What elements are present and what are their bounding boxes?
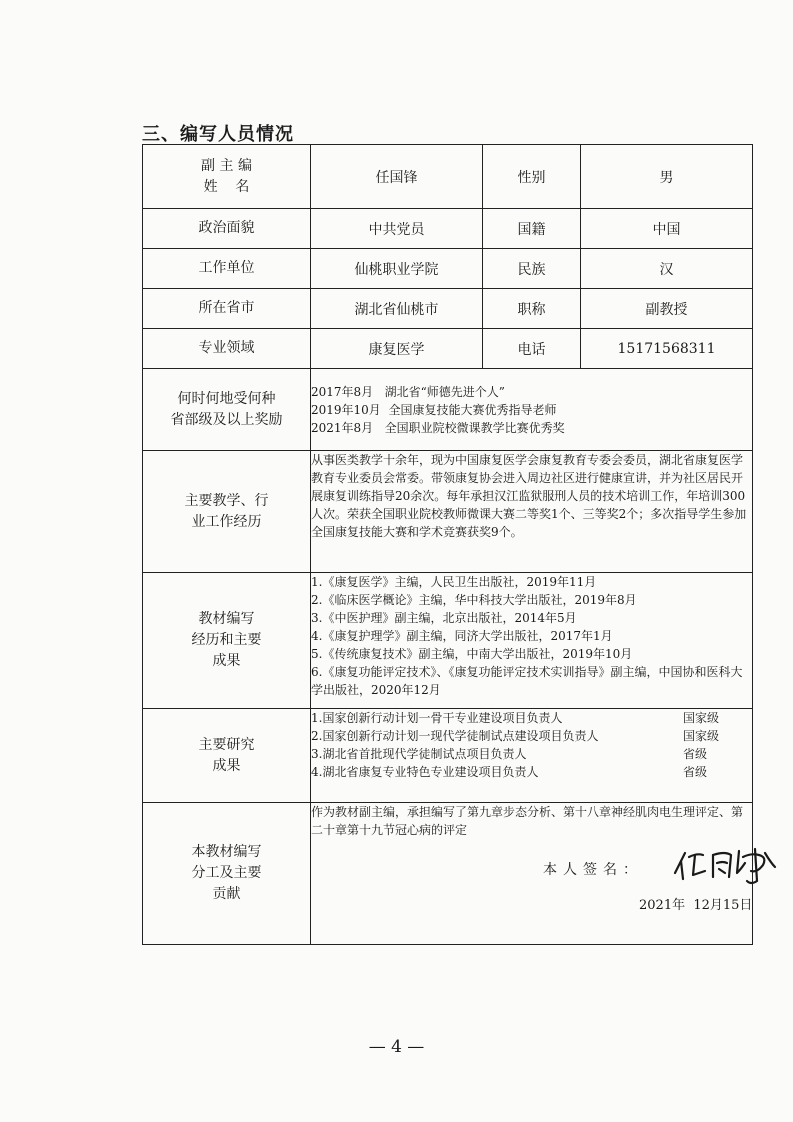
political-status-label: 政治面貌 [143,209,311,249]
awards-cell [311,369,753,451]
table-row [143,369,753,451]
contribution-label-line2: 分工及主要 [191,865,262,881]
gender-value: 男 [581,145,753,209]
contribution-text: 作为教材副主编，承担编写了第九章步态分析、第十八章神经肌肉电生理评定、第二十章第十九节冠心病的评定 [311,805,744,837]
gender-label: 性别 [483,145,581,209]
awards-label-line2: 省部级及以上奖励 [170,411,283,428]
table-row [143,249,753,289]
page-number: — 4 — [368,1037,425,1057]
experience-label-line1: 主要教学、行 [184,492,269,509]
province-value: 湖北省仙桃市 [311,289,483,329]
textbooks-label-cell [143,573,311,709]
phone-value: 15171568311 [581,329,753,369]
research-item-grade: 国家级 [683,729,720,743]
table-row [143,289,753,329]
research-item-text: 3.湖北省首批现代学徒制试点项目负责人 [311,747,527,761]
signature-label: 本人签名： [543,862,643,878]
contribution-label-cell [143,803,311,945]
signature-date: 2021年 12月15日 [639,898,753,913]
workplace-label: 工作单位 [143,249,311,289]
table-row [143,451,753,573]
table-row [143,573,753,709]
research-item-text: 2.国家创新行动计划一现代学徒制试点建设项目负责人 [311,729,599,743]
research-label-line2: 成果 [212,757,241,774]
handwritten-signature [671,843,781,887]
award-item: 2021年8月 全国职业院校微课教学比赛优秀奖 [311,420,565,435]
textbook-item: 2.《临床医学概论》主编，华中科技大学出版社，2019年8月 [311,593,637,607]
name-label-line2: 姓 名 [203,178,250,195]
research-item [311,763,752,781]
section-title: 三、编写人员情况 [142,124,294,145]
table-row [143,709,753,803]
research-item-grade: 省级 [683,747,708,761]
political-status-value: 中共党员 [311,209,483,249]
name-value: 任国锋 [311,145,483,209]
textbook-item: 3.《中医护理》副主编，北京出版社，2014年5月 [311,611,577,625]
experience-cell [311,451,753,573]
title-label: 职称 [483,289,581,329]
field-label: 专业领域 [143,329,311,369]
awards-label-line1: 何时何地受何种 [177,390,276,407]
research-item-text: 4.湖北省康复专业特色专业建设项目负责人 [311,765,539,779]
field-value: 康复医学 [311,329,483,369]
textbook-item: 5.《传统康复技术》副主编，中南大学出版社，2019年10月 [311,647,633,661]
nationality-value: 中国 [581,209,753,249]
experience-label-line2: 业工作经历 [191,513,262,530]
textbook-item: 4.《康复护理学》副主编，同济大学出版社，2017年1月 [311,629,613,643]
research-label-line1: 主要研究 [198,736,255,753]
name-label-line1: 副 主 编 [201,157,252,174]
table-row [143,145,753,209]
research-label-cell [143,709,311,803]
experience-label-cell [143,451,311,573]
award-item: 2019年10月 全国康复技能大赛优秀指导老师 [311,402,557,417]
table-row [143,329,753,369]
contribution-cell [311,803,753,945]
textbook-item: 1.《康复医学》主编，人民卫生出版社，2019年11月 [311,575,597,589]
research-item-grade: 国家级 [683,711,720,725]
research-cell [311,709,753,803]
ethnicity-value: 汉 [581,249,753,289]
awards-label-cell [143,369,311,451]
contribution-label-line1: 本教材编写 [191,844,262,860]
research-item [311,727,752,745]
research-item-grade: 省级 [683,765,708,779]
name-label-cell [143,145,311,209]
research-item-text: 1.国家创新行动计划一骨干专业建设项目负责人 [311,711,563,725]
workplace-value: 仙桃职业学院 [311,249,483,289]
award-item: 2017年8月 湖北省“师德先进个人” [311,384,505,399]
textbooks-label-line3: 成果 [212,653,241,669]
textbook-item: 6.《康复功能评定技术》、《康复功能评定技术实训指导》副主编，中国协和医科大学出版社，2020年12月 [311,665,743,697]
signature-area [311,839,752,913]
textbooks-label-line1: 教材编写 [198,611,255,627]
nationality-label: 国籍 [483,209,581,249]
research-item [311,745,752,763]
textbooks-cell [311,573,753,709]
experience-text: 从事医类教学十余年，现为中国康复医学会康复教育专委会委员，湖北省康复医学教育专业委员会常委。带领康复协会进入周边社区进行健康宣讲，并为社区居民开展康复训练指导20余次。每年承担汉江监狱服刑人员的技术培训工作，年培训300人次。荣获全国职业院校教师微课大赛二等奖1个、三等奖2个；多次指导学生参加全国康复技能大赛和学术竞赛获奖9个。 [311,453,747,539]
ethnicity-label: 民族 [483,249,581,289]
phone-label: 电话 [483,329,581,369]
table-row [143,803,753,945]
table-row [143,209,753,249]
contribution-label-line3: 贡献 [212,886,241,902]
research-item [311,709,752,727]
author-info-table [142,144,753,945]
province-label: 所在省市 [143,289,311,329]
textbooks-label-line2: 经历和主要 [191,632,262,648]
title-value: 副教授 [581,289,753,329]
